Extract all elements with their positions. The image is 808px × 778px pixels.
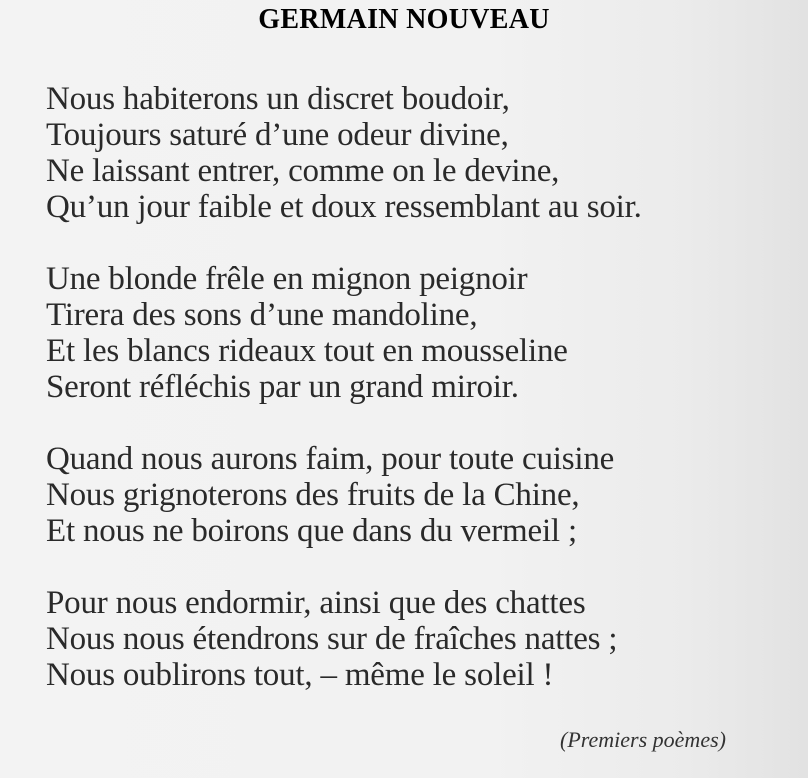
poem-line: Pour nous endormir, ainsi que des chattes bbox=[46, 585, 586, 621]
poem-line: Seront réfléchis par un grand miroir. bbox=[46, 369, 519, 405]
poem-line: Nous habiterons un discret boudoir, bbox=[46, 81, 510, 117]
source-citation: (Premiers poèmes) bbox=[560, 727, 726, 752]
poem-line: Et les blancs rideaux tout en mousseline bbox=[46, 333, 568, 369]
stanza-4 bbox=[46, 585, 786, 693]
stanza-1 bbox=[46, 81, 786, 225]
poem-line: Quand nous aurons faim, pour toute cuisine bbox=[46, 441, 615, 477]
stanza-3 bbox=[46, 441, 786, 549]
poem-line: Nous nous étendrons sur de fraîches nattes ; bbox=[46, 621, 618, 657]
poem-line: Nous grignoterons des fruits de la Chine, bbox=[46, 477, 580, 513]
page-title: GERMAIN NOUVEAU bbox=[258, 4, 550, 35]
poem-body bbox=[46, 81, 786, 729]
poem-line: Qu’un jour faible et doux ressemblant au soir. bbox=[46, 189, 642, 225]
poem-line: Toujours saturé d’une odeur divine, bbox=[46, 117, 509, 153]
stanza-2 bbox=[46, 261, 786, 405]
poem-line: Une blonde frêle en mignon peignoir bbox=[46, 261, 528, 297]
poem-line: Ne laissant entrer, comme on le devine, bbox=[46, 153, 560, 189]
poem-line: Et nous ne boirons que dans du vermeil ; bbox=[46, 513, 577, 549]
poem-line: Tirera des sons d’une mandoline, bbox=[46, 297, 478, 333]
poem-line: Nous oublirons tout, – même le soleil ! bbox=[46, 657, 554, 693]
